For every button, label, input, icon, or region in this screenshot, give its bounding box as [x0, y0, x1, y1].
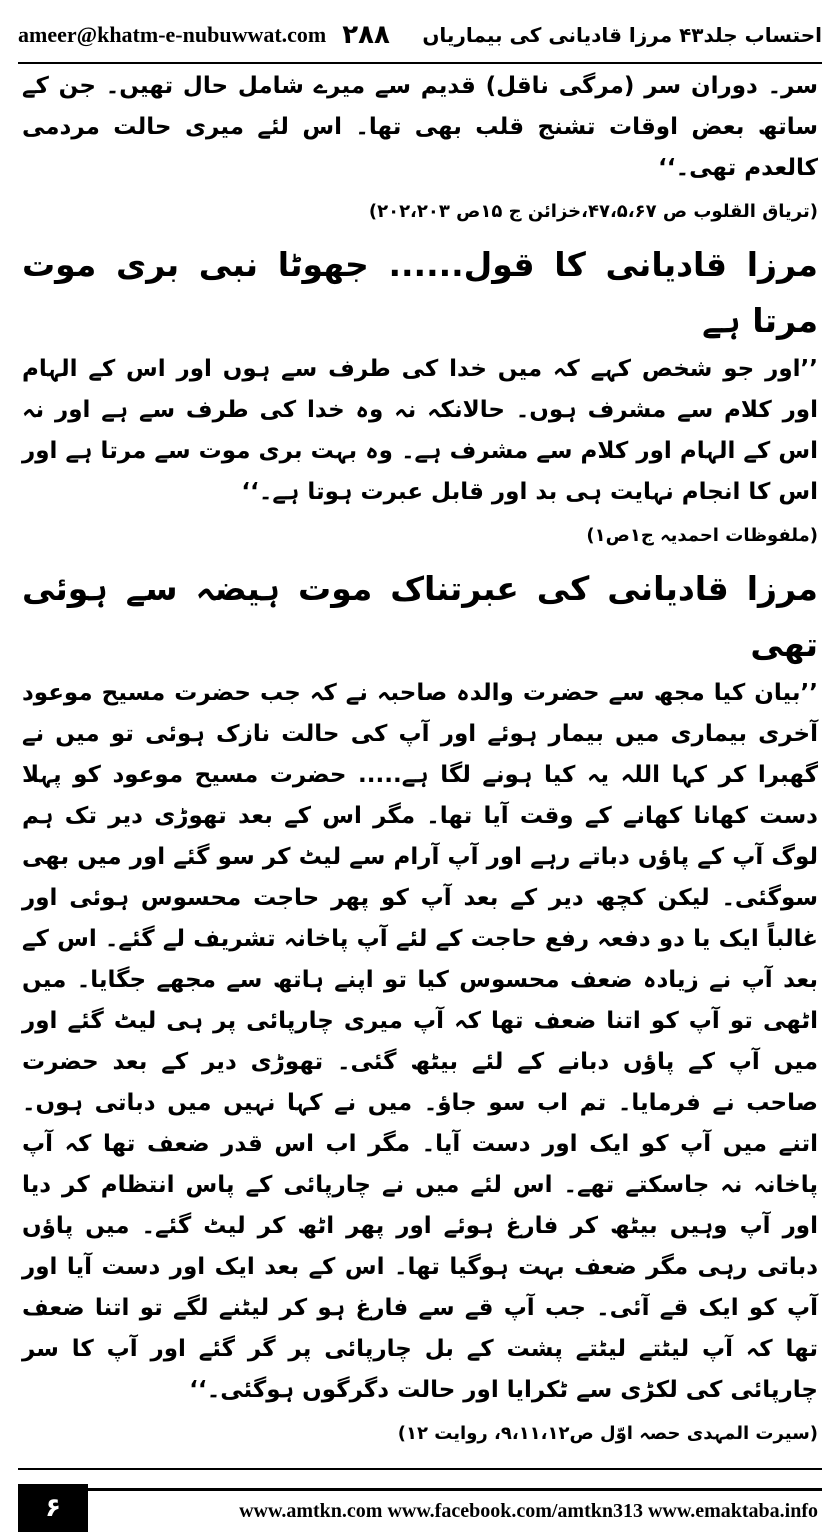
section-heading-1: مرزا قادیانی کا قول...... جھوٹا نبی بری موت مرتا ہے: [22, 245, 818, 340]
page-footer: [18, 1484, 822, 1532]
reference-1: (تریاق القلوب ص ۴۷،۵،۶۷،خزائن ج ۱۵ص ۲۰۲،۲۰۳): [368, 201, 818, 222]
header-title: احتساب جلد۴۳ مرزا قادیانی کی بیماریاں: [422, 23, 822, 47]
footer-links[interactable]: www.amtkn.com www.facebook.com/amtkn313 www.emaktaba.info: [88, 1488, 822, 1532]
footer-page-number: ۶: [18, 1484, 88, 1532]
section-heading-2: مرزا قادیانی کی عبرتناک موت ہیضہ سے ہوئی تھی: [22, 569, 818, 664]
header-page-number: ۲۸۸: [342, 20, 390, 50]
body-paragraph-1: سر۔ دوران سر (مرگی ناقل) قدیم سے میرے شامل حال تھیں۔ جن کے ساتھ بعض اوقات تشنج قلب بھی تھا۔ اس لئے میری حالت مردمی کالعدم تھی۔‘‘: [22, 73, 818, 181]
page-header: [18, 10, 822, 60]
body-paragraph-2: ’’اور جو شخص کہے کہ میں خدا کی طرف سے ہوں اور اس کے الہام اور کلام سے مشرف ہوں۔ حالانکہ نہ وہ خدا کی طرف سے ہے اور نہ اس کے الہام اور کلام سے مشرف ہے۔ وہ بہت بری موت سے مرتا ہے اور اس کا انجام نہایت ہی بد اور قابل عبرت ہوتا ہے۔‘‘: [22, 356, 818, 505]
header-email[interactable]: ameer@khatm-e-nubuwwat.com: [18, 22, 327, 47]
footer-rule: [18, 1468, 822, 1470]
body-paragraph-3: ’’بیان کیا مجھ سے حضرت والدہ صاحبہ نے کہ جب حضرت مسیح موعود آخری بیماری میں بیمار ہوئے اور آپ کی حالت نازک ہوئی تو میں نے گھبرا کر کہا اللہ یہ کیا ہونے لگا ہے..... حضرت مسیح موعود کو پہلا دست کھانا کھانے کے وقت آیا تھا۔ مگر اس کے بعد تھوڑی دیر تک ہم لوگ آپ کے پاؤں دباتے رہے اور آپ آرام سے لیٹ کر سو گئے اور میں بھی سوگئی۔ لیکن کچھ دیر کے بعد آپ کو پھر حاجت محسوس ہوئی اور غالباً ایک یا دو دفعہ رفع حاجت کے لئے آپ پاخانہ تشریف لے گئے۔ اس کے بعد آپ نے زیادہ ضعف محسوس کیا تو اپنے ہاتھ سے مجھے جگایا۔ میں اٹھی تو آپ کو اتنا ضعف تھا کہ آپ میری چارپائی پر ہی لیٹ گئے اور میں آپ کے پاؤں دبانے کے لئے بیٹھ گئی۔ تھوڑی دیر کے بعد حضرت صاحب نے فرمایا۔ تم اب سو جاؤ۔ میں نے کہا نہیں میں دباتی ہوں۔ اتنے میں آپ کو ایک اور دست آیا۔ مگر اب اس قدر ضعف تھا کہ آپ پاخانہ نہ جاسکتے تھے۔ اس لئے میں نے چارپائی کے پاس انتظام کر دیا اور آپ وہیں بیٹھ کر فارغ ہوئے اور پھر اٹھ کر لیٹ گئے۔ میں پاؤں دباتی رہی مگر ضعف بہت ہوگیا تھا۔ اس کے بعد ایک اور دست آیا اور آپ کو ایک قے آئی۔ جب آپ قے سے فارغ ہو کر لیٹنے لگے تو اتنا ضعف تھا کہ آپ لیٹتے لیٹتے پشت کے بل چارپائی پر گر گئے اور آپ کا سر چارپائی کی لکڑی سے ٹکرایا اور حالت دگرگوں ہوگئی۔‘‘: [22, 680, 818, 1403]
header-left-group: [18, 20, 390, 50]
reference-3: (سیرت المہدی حصہ اوّل ص۹،۱۱،۱۲، روایت ۱۲): [397, 1423, 818, 1444]
reference-2: (ملفوظات احمدیہ ج۱ص۱): [586, 525, 818, 546]
page-body: [22, 66, 818, 1444]
header-rule: [18, 62, 822, 64]
